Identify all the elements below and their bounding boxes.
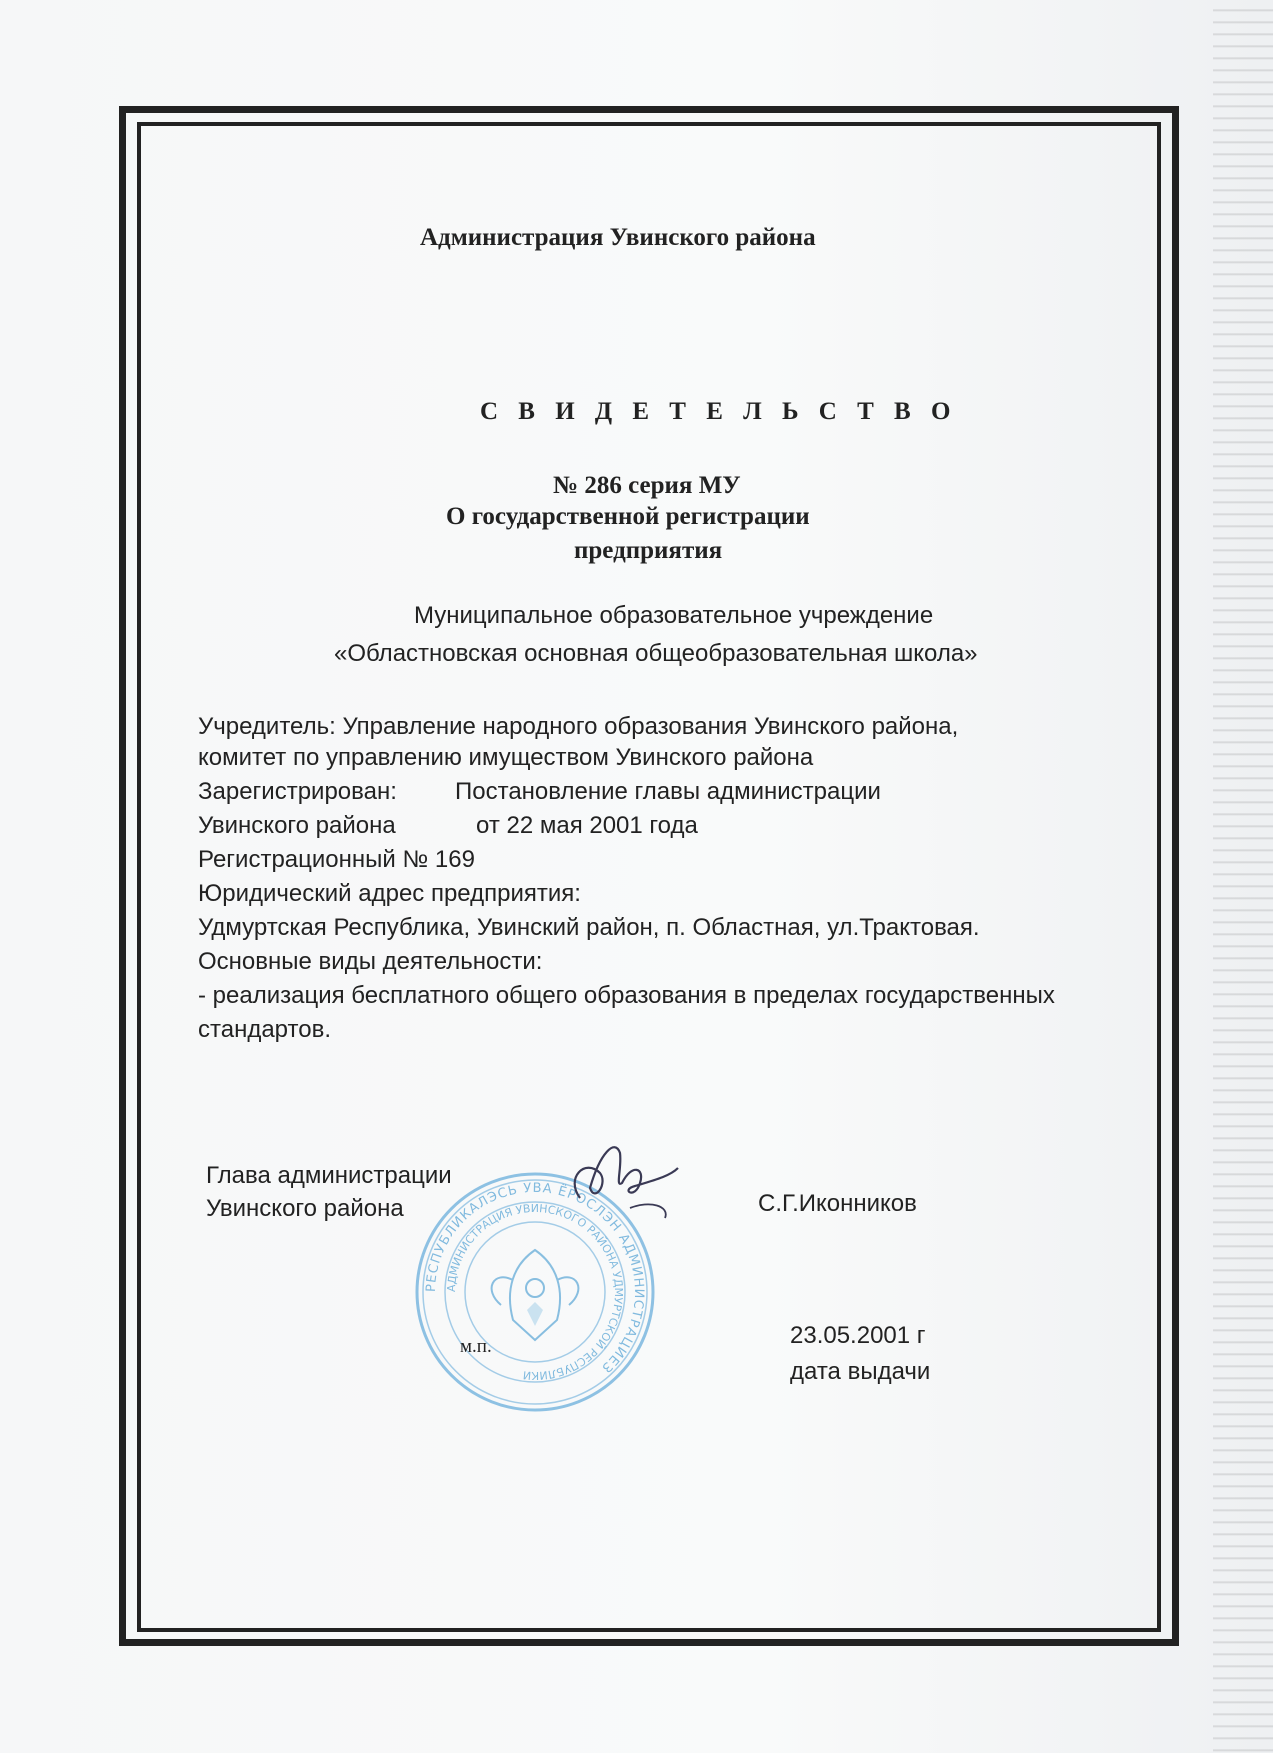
certificate-subject-line1: О государственной регистрации xyxy=(446,503,810,530)
organization-heading: Администрация Увинского района xyxy=(420,224,816,251)
issue-date-label: дата выдачи xyxy=(790,1358,931,1385)
coat-of-arms-icon xyxy=(492,1250,579,1340)
stamp-place-label: м.п. xyxy=(460,1336,492,1357)
founder-line2: комитет по управлению имуществом Увинского района xyxy=(198,744,814,771)
registration-number: Регистрационный № 169 xyxy=(198,846,475,873)
signatory-position-line1: Глава администрации xyxy=(206,1162,452,1189)
registered-value: Постановление главы администрации xyxy=(455,778,881,805)
legal-address-label: Юридический адрес предприятия: xyxy=(198,880,581,907)
registration-date: от 22 мая 2001 года xyxy=(476,812,698,839)
handwritten-signature xyxy=(560,1128,690,1228)
certificate-number: № 286 серия МУ xyxy=(553,472,741,499)
seal-inner-text: АДМИНИСТРАЦИЯ УВИНСКОГО РАЙОНА УДМУРТСКОЙ РЕСПУБЛИКИ xyxy=(444,1201,626,1383)
activities-line1: - реализация бесплатного общего образования в пределах государственных xyxy=(198,982,1055,1009)
issue-date: 23.05.2001 г xyxy=(790,1322,926,1349)
certificate-subject-line2: предприятия xyxy=(574,537,723,564)
signatory-position-line2: Увинского района xyxy=(206,1195,404,1222)
activities-line2: стандартов. xyxy=(198,1016,331,1043)
registered-label: Зарегистрирован: xyxy=(198,778,397,805)
certificate-title: С В И Д Е Т Е Л Ь С Т В О xyxy=(480,398,958,425)
institution-type: Муниципальное образовательное учреждение xyxy=(414,602,934,629)
activities-label: Основные виды деятельности: xyxy=(198,948,543,975)
institution-name: «Областновская основная общеобразовательная школа» xyxy=(334,640,978,667)
district-label: Увинского района xyxy=(198,812,396,839)
scan-edge-noise xyxy=(1213,0,1273,1753)
signatory-name: С.Г.Иконников xyxy=(758,1190,917,1217)
seal-outer-text: РЕСПУБЛИКАЛЭСЬ УВА ЁРОСЛЭН АДМИНИСТРАЦИЕЗ xyxy=(423,1180,647,1376)
founder-line1: Учредитель: Управление народного образования Увинского района, xyxy=(198,713,959,740)
legal-address-value: Удмуртская Республика, Увинский район, п. Областная, ул.Трактовая. xyxy=(198,914,980,941)
